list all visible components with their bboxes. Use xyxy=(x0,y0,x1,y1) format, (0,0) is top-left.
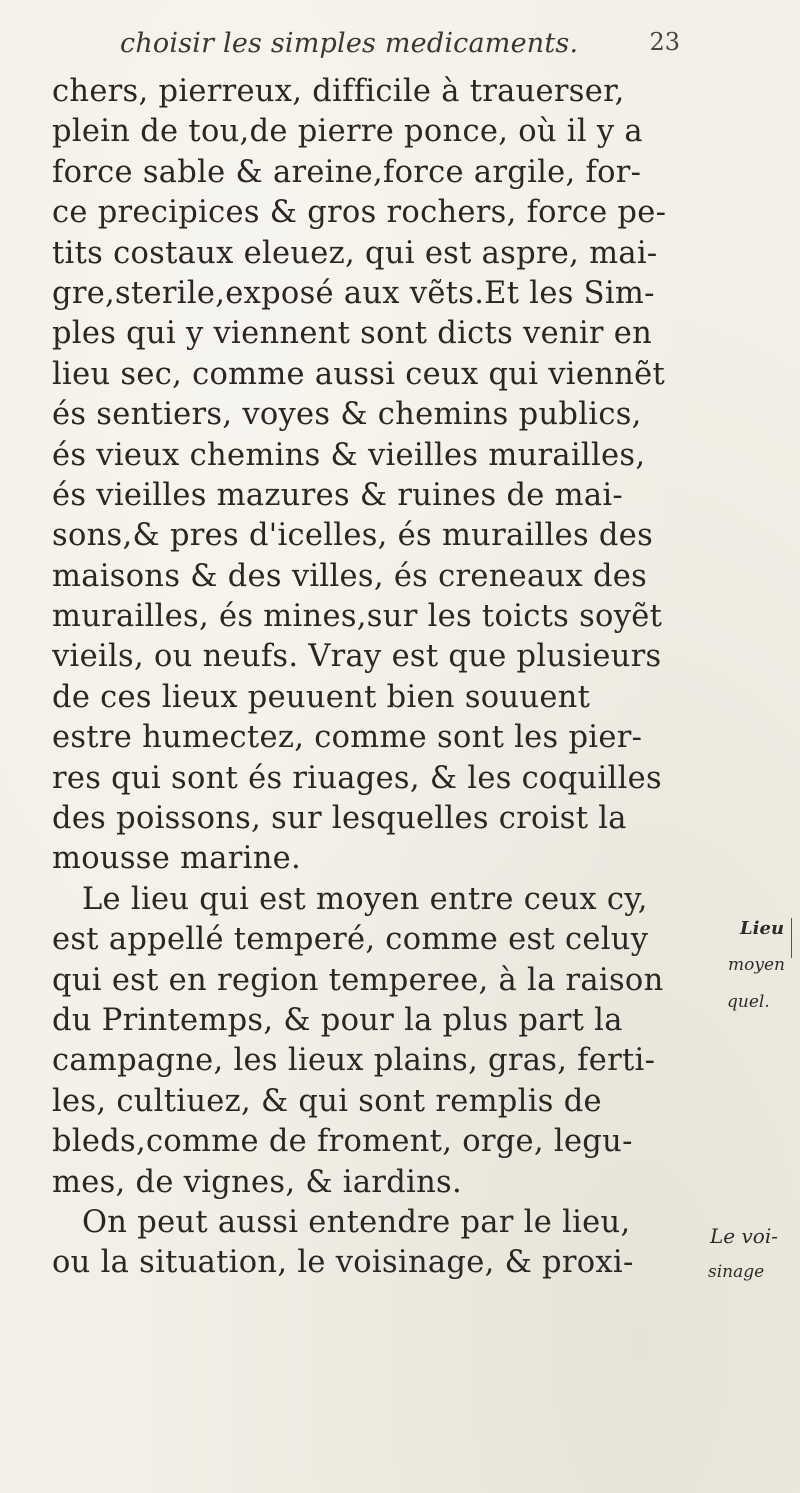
text-line: ou la situation, le voisinage, & proxi- xyxy=(52,1245,634,1281)
margin-note: moyen xyxy=(728,955,785,975)
text-line: qui est en region temperee, à la raison xyxy=(52,962,664,998)
text-line: sons,& pres d'icelles, és murailles des xyxy=(52,518,654,554)
text-line: res qui sont és riuages, & les coquilles xyxy=(52,760,662,796)
text-line: és sentiers, voyes & chemins publics, xyxy=(52,397,642,433)
text-line: tits costaux eleuez, qui est aspre, mai- xyxy=(52,235,658,271)
running-head xyxy=(120,28,680,68)
text-line: murailles, és mines,sur les toicts soyẽt xyxy=(52,599,663,635)
text-line: de ces lieux peuuent bien souuent xyxy=(52,679,591,715)
text-line: campagne, les lieux plains, gras, ferti- xyxy=(52,1043,656,1079)
text-line: est appellé temperé, comme est celuy xyxy=(52,922,649,958)
text-line: bleds,comme de froment, orge, legu- xyxy=(52,1124,633,1160)
text-line: des poissons, sur lesquelles croist la xyxy=(52,801,627,837)
text-line: mes, de vignes, & iardins. xyxy=(52,1164,462,1200)
text-line: gre,sterile,exposé aux vẽts.Et les Sim- xyxy=(52,275,655,311)
body-text xyxy=(52,72,672,1284)
margin-note: Le voi- xyxy=(710,1224,778,1248)
margin-bracket xyxy=(791,918,792,958)
text-line: plein de tou,de pierre ponce, où il y a xyxy=(52,114,643,150)
text-line: ce precipices & gros rochers, force pe- xyxy=(52,195,667,231)
text-line: les, cultiuez, & qui sont remplis de xyxy=(52,1083,602,1119)
text-line: estre humectez, comme sont les pier- xyxy=(52,720,643,756)
text-line: force sable & areine,force argile, for- xyxy=(52,154,642,190)
text-line: és vieux chemins & vieilles murailles, xyxy=(52,437,646,473)
text-line: lieu sec, comme aussi ceux qui viennẽt xyxy=(52,356,666,392)
text-line: du Printemps, & pour la plus part la xyxy=(52,1002,623,1038)
running-title: choisir les simples medicaments. xyxy=(120,28,579,59)
margin-note: quel. xyxy=(727,992,770,1012)
text-line: chers, pierreux, difficile à trauerser, xyxy=(52,74,625,109)
text-line: vieils, ou neufs. Vray est que plusieurs xyxy=(52,639,662,675)
margin-note: sinage xyxy=(708,1262,765,1282)
text-line: mousse marine. xyxy=(52,841,302,877)
text-line: Le lieu qui est moyen entre ceux cy, xyxy=(82,881,648,917)
text-line: On peut aussi entendre par le lieu, xyxy=(82,1204,631,1240)
text-line: és vieilles mazures & ruines de mai- xyxy=(52,477,623,513)
text-line: maisons & des villes, és creneaux des xyxy=(52,558,648,594)
page-number: 23 xyxy=(649,28,680,56)
text-line: ples qui y viennent sont dicts venir en xyxy=(52,316,653,352)
margin-note: Lieu xyxy=(740,918,785,939)
